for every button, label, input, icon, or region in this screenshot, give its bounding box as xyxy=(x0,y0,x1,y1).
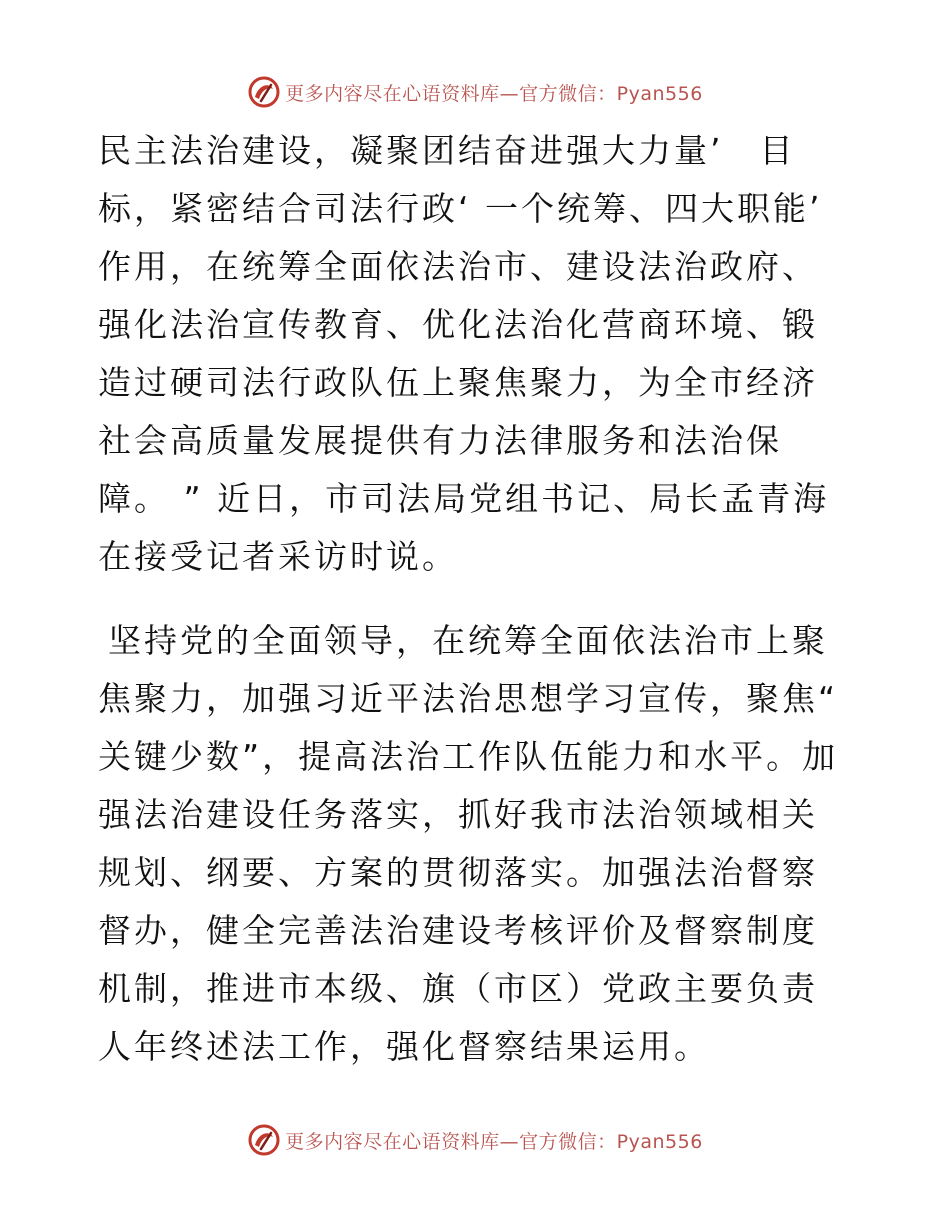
document-body xyxy=(98,122,859,1076)
paragraph-2: 坚持党的全面领导，在统筹全面依法治市上聚焦聚力，加强习近平法治思想学习宣传，聚焦“ 关键少数”，提高法治工作队伍能力和水平。加强法治建设任务落实，抓好我市法治领域相关规划、纲要、方案的贯彻落实。加强法治督察督办，健全完善法治建设考核评价及督察制度机制，推进市本级、旗（市区）党政主要负责人年终述法工作，强化督察结果运用。 xyxy=(98,621,839,1066)
header-banner-text: 更多内容尽在心语资料库—官方微信：Pyan556 xyxy=(285,82,703,105)
red-swirl-logo-icon xyxy=(247,1123,281,1157)
footer-banner-text: 更多内容尽在心语资料库—官方微信：Pyan556 xyxy=(285,1130,703,1153)
red-swirl-logo-icon xyxy=(247,75,281,109)
paragraph-1: 民主法治建设，凝聚团结奋进强大力量’ 目标，紧密结合司法行政‘ 一个统筹、四大职能’ 作用，在统筹全面依法治市、建设法治政府、强化法治宣传教育、优化法治化营商环境、锻造过硬司法行政队伍上聚焦聚力，为全市经济社会高质量发展提供有力法律服务和法治保障。 ” 近日，市司法局党组书记、局长孟青海在接受记者采访时说。 xyxy=(98,131,859,576)
header-banner xyxy=(0,72,950,112)
footer-banner xyxy=(0,1120,950,1160)
